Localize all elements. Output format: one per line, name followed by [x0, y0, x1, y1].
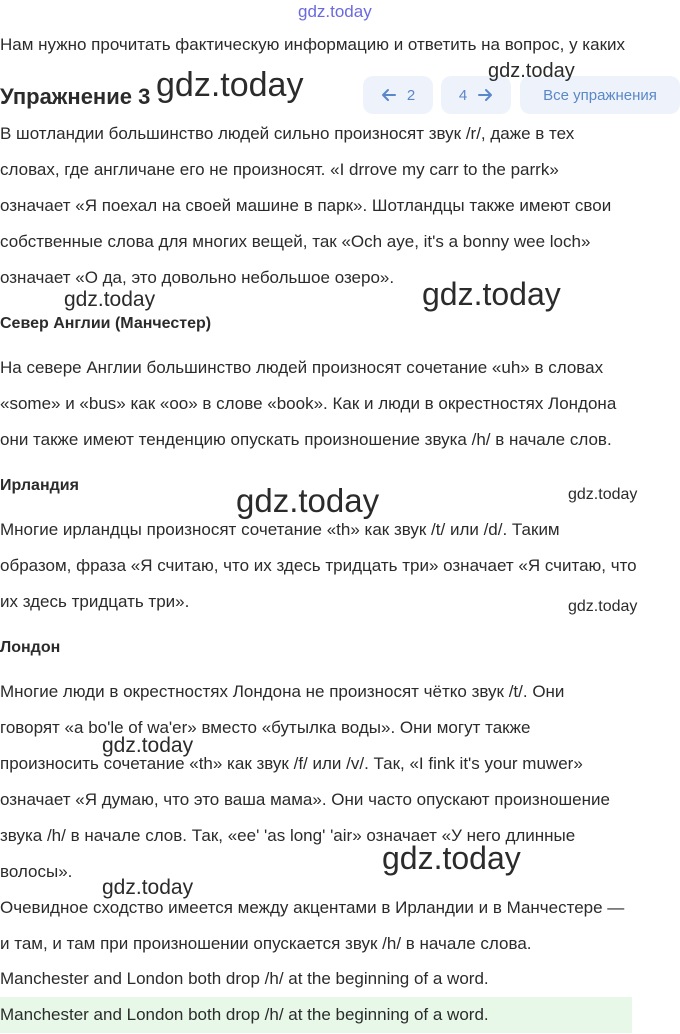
- paragraph-line: образом, фраза «Я считаю, что их здесь тридцать три» означает «Я считаю, что: [0, 556, 637, 575]
- watermark: gdz.today: [64, 288, 156, 311]
- paragraph-line: они также имеют тенденцию опускать произношение звука /h/ в начале слов.: [0, 430, 612, 449]
- watermark: gdz.today: [236, 482, 380, 519]
- arrow-left-icon: [381, 87, 397, 103]
- next-exercise-label: 4: [458, 86, 468, 104]
- watermark: gdz.today: [156, 66, 304, 104]
- answer-text: Manchester and London both drop /h/ at the beginning of a word.: [0, 969, 489, 988]
- paragraph-line: волосы».: [0, 862, 73, 881]
- all-exercises-button[interactable]: Все упражнения: [520, 76, 680, 114]
- paragraph-line: словах, где англичане его не произносят. «I drrove my carr to the parrk»: [0, 160, 559, 179]
- paragraph-line: собственные слова для многих вещей, так «Och aye, it's a bonny wee loch»: [0, 232, 591, 251]
- watermark: gdz.today: [382, 840, 521, 876]
- watermark: gdz.today: [422, 276, 561, 312]
- watermark-top: gdz.today: [298, 2, 372, 21]
- watermark: gdz.today: [488, 60, 575, 82]
- paragraph-line: «some» и «bus» как «oo» в слове «book». Как и люди в окрестностях Лондона: [0, 394, 617, 413]
- paragraph-line: произносить сочетание «th» как звук /f/ или /v/. Так, «I fink it's your muwer»: [0, 754, 583, 773]
- watermark: gdz.today: [568, 598, 638, 615]
- paragraph-line: их здесь тридцать три».: [0, 592, 190, 611]
- paragraph-line: и там, и там при произношении опускается звук /h/ в начале слова.: [0, 934, 532, 953]
- prev-exercise-label: 2: [406, 86, 416, 104]
- exercise-title: Упражнение 3: [0, 84, 151, 109]
- paragraph-line: На севере Англии большинство людей произносят сочетание «uh» в словах: [0, 358, 604, 377]
- prev-exercise-button[interactable]: [363, 76, 433, 114]
- paragraph-line: Многие ирландцы произносят сочетание «th» как звук /t/ или /d/. Таким: [0, 520, 560, 539]
- paragraph-line: В шотландии большинство людей сильно произносят звук /r/, даже в тех: [0, 124, 575, 143]
- intro-text: Нам нужно прочитать фактическую информацию и ответить на вопрос, у каких: [0, 35, 625, 54]
- answer-text-highlighted: Manchester and London both drop /h/ at the beginning of a word.: [0, 1005, 489, 1024]
- watermark: gdz.today: [568, 486, 638, 503]
- paragraph-line: означает «О да, это довольно небольшое озеро».: [0, 268, 395, 287]
- watermark: gdz.today: [102, 876, 194, 899]
- paragraph-line: Многие люди в окрестностях Лондона не произносят чётко звук /t/. Они: [0, 682, 565, 701]
- watermark: gdz.today: [102, 734, 194, 757]
- paragraph-line: Очевидное сходство имеется между акцентами в Ирландии и в Манчестере —: [0, 898, 625, 917]
- arrow-right-icon: [477, 87, 493, 103]
- section-heading-north: Север Англии (Манчестер): [0, 315, 212, 332]
- paragraph-line: звука /h/ в начале слов. Так, «ee' 'as long' 'air» означает «У него длинные: [0, 826, 576, 845]
- paragraph-line: означает «Я поехал на своей машине в парк». Шотландцы также имеют свои: [0, 196, 612, 215]
- section-heading-london: Лондон: [0, 639, 61, 656]
- section-heading-ireland: Ирландия: [0, 477, 79, 494]
- paragraph-line: говорят «a bo'le of wa'er» вместо «бутылка воды». Они могут также: [0, 718, 531, 737]
- paragraph-line: означает «Я думаю, что это ваша мама». Они часто опускают произношение: [0, 790, 610, 809]
